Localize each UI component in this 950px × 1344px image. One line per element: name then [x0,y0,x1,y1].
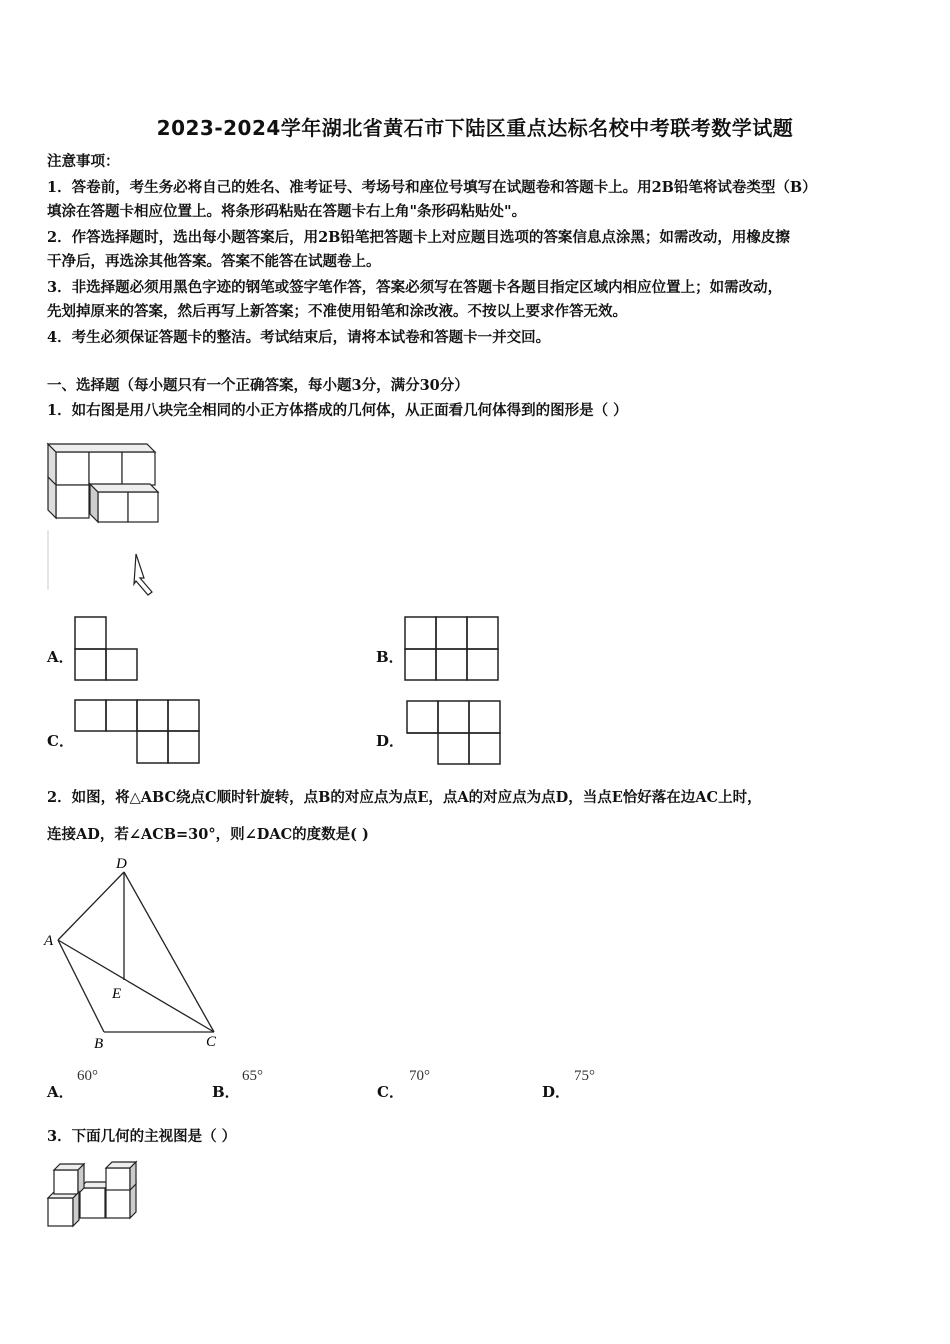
point-d-label: D [116,856,127,872]
q1-option-a-figure[interactable] [74,616,138,682]
notice-line: 填涂在答题卡相应位置上。将条形码粘贴在答题卡右上角"条形码粘贴处"。 [47,203,527,220]
q2-option-c-label[interactable]: C． [377,1083,404,1101]
q1-option-d-label[interactable]: D． [376,732,405,750]
q2-option-a-label[interactable]: A． [47,1083,74,1101]
point-c-label: C [206,1034,217,1050]
question-3-text: 3．下面几何的主视图是（ ） [47,1128,237,1145]
q2-option-d-value[interactable]: 75° [574,1068,595,1084]
q3-solid-figure [44,1160,144,1232]
q1-option-c-figure[interactable] [74,699,202,765]
page-title: 2023-2024学年湖北省黄石市下陆区重点达标名校中考联考数学试题 [156,116,794,140]
q2-option-a-value[interactable]: 60° [77,1068,98,1084]
notice-line: 1．答卷前，考生务必将自己的姓名、准考证号、考场号和座位号填写在试题卷和答题卡上。用2B铅笔将试卷类型（B） [47,179,817,196]
q1-option-b-figure[interactable] [404,616,500,682]
question-2-text-line1: 2．如图，将△ABC绕点C顺时针旋转，点B的对应点为点E，点A的对应点为点D，当点E恰好落在边AC上时， [47,789,762,806]
notice-line: 2．作答选择题时，选出每小题答案后，用2B铅笔把答题卡上对应题目选项的答案信息点涂黑；如需改动，用橡皮擦 [47,229,790,246]
q1-option-a-label[interactable]: A． [47,648,74,666]
q1-option-b-label[interactable]: B． [376,648,404,666]
q2-triangle-figure [40,852,230,1052]
notice-heading: 注意事项： [47,153,120,170]
view-direction-arrow-icon [134,554,152,595]
q2-option-d-label[interactable]: D． [542,1083,571,1101]
point-b-label: B [94,1036,104,1052]
q2-option-c-value[interactable]: 70° [409,1068,430,1084]
point-e-label: E [112,986,122,1002]
q1-option-c-label[interactable]: C． [47,732,74,750]
section-heading: 一、选择题（每小题只有一个正确答案，每小题3分，满分30分） [47,377,469,394]
notice-line: 3．非选择题必须用黑色字迹的钢笔或签字笔作答，答案必须写在答题卡各题目指定区域内相应位置上；如需改动， [47,279,783,296]
q1-solid-figure [44,440,164,600]
notice-line: 4．考生必须保证答题卡的整洁。考试结束后，请将本试卷和答题卡一并交回。 [47,329,551,346]
q1-option-d-figure[interactable] [406,700,502,766]
q2-option-b-value[interactable]: 65° [242,1068,263,1084]
q2-option-b-label[interactable]: B． [212,1083,240,1101]
question-1-text: 1．如右图是用八块完全相同的小正方体搭成的几何体，从正面看几何体得到的图形是（ ） [47,402,628,419]
notice-line: 干净后，再选涂其他答案。答案不能答在试题卷上。 [47,253,381,270]
question-2-text-line2: 连接AD，若∠ACB=30°，则∠DAC的度数是( ) [47,826,369,843]
notice-line: 先划掉原来的答案，然后再写上新答案；不准使用铅笔和涂改液。不按以上要求作答无效。 [47,303,627,320]
point-a-label: A [44,933,54,949]
